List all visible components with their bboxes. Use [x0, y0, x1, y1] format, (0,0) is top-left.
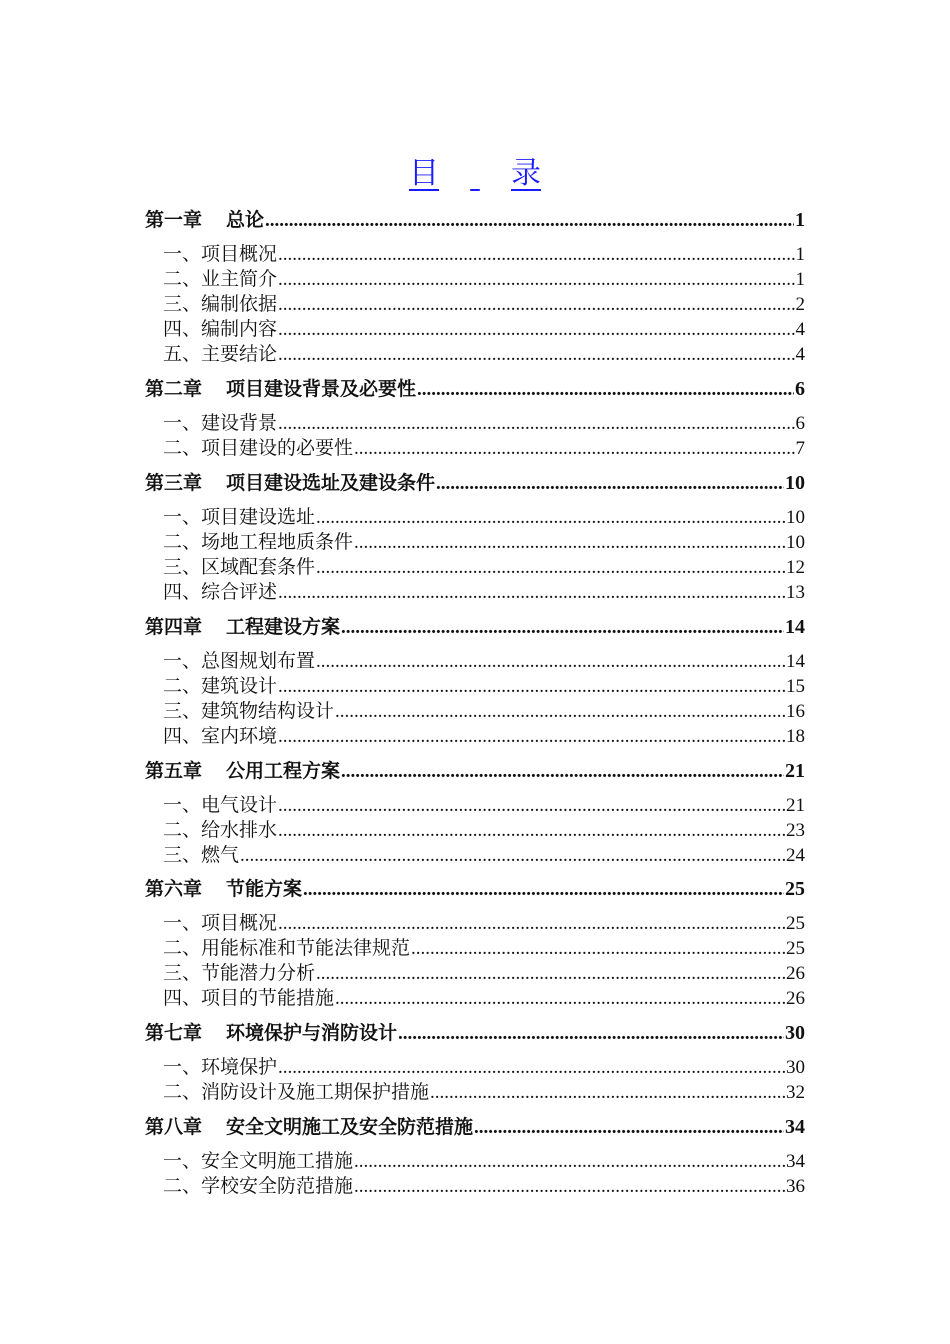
dot-leader [411, 936, 785, 961]
page-number: 1 [795, 209, 805, 231]
toc-entry-title: 三、区域配套条件 [163, 556, 316, 578]
page-number: 26 [786, 988, 805, 1009]
page-number: 26 [786, 963, 805, 984]
toc-chapter-entry[interactable] [145, 1020, 805, 1046]
toc-section-entry[interactable] [145, 911, 805, 936]
chapter-label: 总论 [226, 209, 265, 231]
toc-section-entry[interactable] [145, 1055, 805, 1080]
page-number: 1 [795, 244, 805, 265]
toc-section-entry[interactable] [145, 1174, 805, 1199]
toc-chapter-entry[interactable] [145, 1114, 805, 1140]
page-number: 21 [786, 795, 805, 816]
dot-leader [316, 505, 785, 530]
toc-entry-title: 四、室内环境 [163, 725, 278, 747]
toc-section-entry[interactable] [145, 936, 805, 961]
dot-leader [278, 1055, 785, 1080]
page-number: 13 [786, 582, 805, 603]
toc-section-entry[interactable] [145, 1149, 805, 1174]
chapter-number: 第二章 [145, 378, 203, 400]
dot-leader [265, 208, 794, 234]
toc-section-entry[interactable] [145, 699, 805, 724]
toc-entry-title: 一、环境保护 [163, 1056, 278, 1078]
toc-section-entry[interactable] [145, 555, 805, 580]
dot-leader [278, 818, 785, 843]
toc-entry-title [145, 758, 340, 784]
dot-leader [417, 377, 794, 403]
page-number: 34 [785, 1116, 805, 1138]
dot-leader [430, 1080, 785, 1105]
page-number: 10 [786, 532, 805, 553]
toc-section-entry[interactable] [145, 242, 805, 267]
toc-section-entry[interactable] [145, 793, 805, 818]
toc-entry-title: 一、项目概况 [163, 243, 278, 265]
dot-leader [278, 411, 794, 436]
dot-leader [278, 724, 785, 749]
dot-leader [303, 877, 784, 903]
chapter-label: 安全文明施工及安全防范措施 [226, 1116, 474, 1138]
title-char-left: 目 [409, 156, 439, 191]
dot-leader [354, 530, 785, 555]
chapter-number: 第七章 [145, 1022, 203, 1044]
page-number: 2 [795, 294, 805, 315]
page-number: 6 [795, 413, 805, 434]
dot-leader [278, 342, 794, 367]
dot-leader [278, 292, 794, 317]
toc-entry-title [145, 876, 302, 902]
page-number: 1 [795, 269, 805, 290]
toc-section-entry[interactable] [145, 580, 805, 605]
dot-leader [354, 1149, 785, 1174]
toc-entry-title: 三、燃气 [163, 844, 240, 866]
dot-leader [240, 843, 785, 868]
toc-entry-title: 三、编制依据 [163, 293, 278, 315]
dot-leader [278, 911, 785, 936]
page-number: 16 [786, 701, 805, 722]
toc-chapter-entry[interactable] [145, 614, 805, 640]
toc-entry-title: 四、综合评述 [163, 581, 278, 603]
dot-leader [335, 986, 785, 1011]
dot-leader [278, 793, 785, 818]
toc-section-entry[interactable] [145, 292, 805, 317]
page-number: 14 [786, 651, 805, 672]
dot-leader [354, 1174, 785, 1199]
toc-entry-title: 一、建设背景 [163, 412, 278, 434]
toc-entry-title: 三、建筑物结构设计 [163, 700, 335, 722]
chapter-label: 公用工程方案 [226, 760, 341, 782]
chapter-label: 环境保护与消防设计 [226, 1022, 398, 1044]
page-title[interactable] [0, 152, 950, 196]
toc-entry-title [145, 207, 264, 233]
page-number: 25 [785, 878, 805, 900]
page-number: 24 [786, 845, 805, 866]
page-number: 4 [795, 319, 805, 340]
toc-section-entry[interactable] [145, 843, 805, 868]
page-number: 15 [786, 676, 805, 697]
page-number: 10 [785, 472, 805, 494]
toc-section-entry[interactable] [145, 986, 805, 1011]
toc-section-entry[interactable] [145, 317, 805, 342]
page-number: 30 [786, 1057, 805, 1078]
toc-section-entry[interactable] [145, 961, 805, 986]
title-gap [439, 152, 511, 196]
dot-leader [335, 699, 785, 724]
toc-section-entry[interactable] [145, 724, 805, 749]
page-number: 4 [795, 344, 805, 365]
dot-leader [278, 317, 794, 342]
toc-entry-title: 二、消防设计及施工期保护措施 [163, 1081, 430, 1103]
toc-section-entry[interactable] [145, 1080, 805, 1105]
toc-entry-title: 二、用能标准和节能法律规范 [163, 937, 411, 959]
toc-entry-title: 二、项目建设的必要性 [163, 437, 354, 459]
chapter-number: 第六章 [145, 878, 203, 900]
toc-chapter-entry[interactable] [145, 470, 805, 496]
toc-chapter-entry[interactable] [145, 876, 805, 902]
page-number: 34 [786, 1151, 805, 1172]
page-number: 30 [785, 1022, 805, 1044]
dot-leader [474, 1115, 784, 1141]
toc-entry-title: 五、主要结论 [163, 343, 278, 365]
toc-entry-title: 二、给水排水 [163, 819, 278, 841]
dot-leader [316, 555, 785, 580]
page-number: 21 [785, 760, 805, 782]
dot-leader [316, 961, 785, 986]
toc-entry-title [145, 1020, 397, 1046]
dot-leader [278, 674, 785, 699]
dot-leader [278, 242, 794, 267]
dot-leader [341, 759, 784, 785]
toc-chapter-entry[interactable] [145, 207, 805, 233]
toc-entry-title [145, 614, 340, 640]
toc-entry-title: 二、业主简介 [163, 268, 278, 290]
dot-leader [278, 580, 785, 605]
toc-section-entry[interactable] [145, 674, 805, 699]
chapter-number: 第八章 [145, 1116, 203, 1138]
toc-entry-title: 一、项目概况 [163, 912, 278, 934]
page-number: 18 [786, 726, 805, 747]
toc-entry-title [145, 470, 435, 496]
toc-entry-title [145, 376, 416, 402]
toc-entry-title: 一、项目建设选址 [163, 506, 316, 528]
dot-leader [341, 615, 784, 641]
toc-section-entry[interactable] [145, 818, 805, 843]
toc-chapter-entry[interactable] [145, 376, 805, 402]
page-number: 7 [795, 438, 805, 459]
chapter-number: 第三章 [145, 472, 203, 494]
toc-section-entry[interactable] [145, 436, 805, 461]
toc-section-entry[interactable] [145, 649, 805, 674]
chapter-number: 第一章 [145, 209, 203, 231]
dot-leader [436, 471, 784, 497]
dot-leader [398, 1021, 784, 1047]
dot-leader [278, 267, 794, 292]
toc-entry-title: 四、项目的节能措施 [163, 987, 335, 1009]
page-number: 12 [786, 557, 805, 578]
page-number: 36 [786, 1176, 805, 1197]
toc-entry-title: 二、学校安全防范措施 [163, 1175, 354, 1197]
dot-leader [316, 649, 785, 674]
toc-section-entry[interactable] [145, 411, 805, 436]
page-number: 25 [786, 938, 805, 959]
toc-entry-title: 四、编制内容 [163, 318, 278, 340]
page-number: 10 [786, 507, 805, 528]
page-number: 14 [785, 616, 805, 638]
chapter-label: 节能方案 [226, 878, 303, 900]
toc-entry-title: 二、场地工程地质条件 [163, 531, 354, 553]
page-number: 6 [795, 378, 805, 400]
toc-entry-title: 二、建筑设计 [163, 675, 278, 697]
chapter-label: 项目建设背景及必要性 [226, 378, 417, 400]
chapter-number: 第五章 [145, 760, 203, 782]
toc-section-entry[interactable] [145, 342, 805, 367]
title-char-right: 录 [511, 156, 541, 191]
toc-section-entry[interactable] [145, 505, 805, 530]
chapter-label: 项目建设选址及建设条件 [226, 472, 436, 494]
toc-entry-title: 一、安全文明施工措施 [163, 1150, 354, 1172]
toc-entry-title: 一、总图规划布置 [163, 650, 316, 672]
toc-section-entry[interactable] [145, 530, 805, 555]
page-number: 25 [786, 913, 805, 934]
toc-entry-title: 一、电气设计 [163, 794, 278, 816]
chapter-number: 第四章 [145, 616, 203, 638]
toc-chapter-entry[interactable] [145, 758, 805, 784]
page-number: 32 [786, 1082, 805, 1103]
dot-leader [354, 436, 794, 461]
chapter-label: 工程建设方案 [226, 616, 341, 638]
toc-entry-title: 三、节能潜力分析 [163, 962, 316, 984]
toc-entry-title [145, 1114, 473, 1140]
toc-section-entry[interactable] [145, 267, 805, 292]
page-number: 23 [786, 820, 805, 841]
